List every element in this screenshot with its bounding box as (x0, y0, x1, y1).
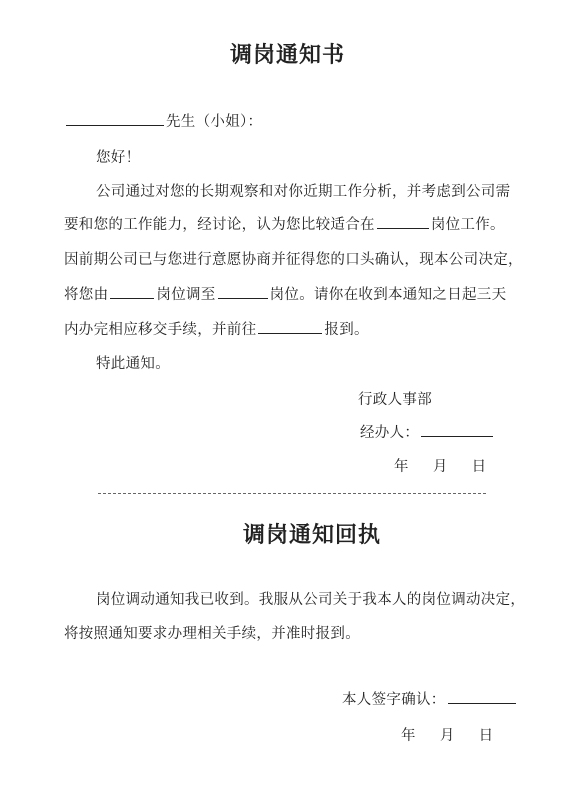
date-day: 日 (471, 459, 487, 475)
receipt-date (401, 724, 493, 745)
handler-line (360, 421, 495, 442)
text-segment: 岗位工作。 (430, 217, 505, 233)
name-blank (66, 124, 164, 126)
notice-paragraph-line-1: 公司通过对您的长期观察和对你近期工作分析，并考虑到公司需 (96, 184, 511, 200)
signature-blank (448, 702, 516, 704)
closing-text: 特此通知。 (96, 356, 170, 372)
text-segment: 岗位调至 (156, 287, 216, 303)
text-segment: 岗位。请你在收到本通知之日起三天 (269, 287, 507, 303)
salutation-line (64, 110, 262, 131)
signature-label: 本人签字确认： (342, 692, 446, 708)
receipt-title: 调岗通知回执 (243, 522, 382, 548)
date-day: 日 (478, 728, 494, 744)
cut-line-divider (98, 493, 486, 494)
notice-paragraph-line-4 (64, 283, 506, 304)
date-month: 月 (439, 728, 455, 744)
notice-paragraph-line-2 (64, 213, 505, 234)
date-year: 年 (401, 728, 416, 744)
receipt-line-2: 将按照通知要求办理相关手续，并准时报到。 (64, 626, 360, 642)
salutation-suffix: 先生（小姐）： (166, 114, 263, 130)
handler-label: 经办人： (360, 425, 420, 441)
signature-line (342, 688, 518, 709)
text-segment: 将您由 (64, 287, 109, 303)
text-segment: 内办完相应移交手续，并前往 (64, 322, 257, 338)
notice-title: 调岗通知书 (230, 42, 346, 68)
notice-paragraph-line-3: 因前期公司已与您进行意愿协商并征得您的口头确认，现本公司决定， (64, 252, 523, 268)
date-year: 年 (394, 459, 409, 475)
notice-date (394, 455, 486, 476)
notice-paragraph-line-5 (64, 318, 369, 339)
report-location-blank (258, 332, 322, 334)
date-month: 月 (432, 459, 448, 475)
receipt-line-1: 岗位调动通知我已收到。我服从公司关于我本人的岗位调动决定， (96, 592, 526, 608)
to-position-blank (218, 297, 268, 299)
from-position-blank (110, 297, 154, 299)
text-segment: 要和您的工作能力，经讨论，认为您比较适合在 (64, 217, 375, 233)
issuing-department: 行政人事部 (358, 392, 432, 408)
handler-blank (421, 435, 493, 437)
text-segment: 报到。 (324, 322, 369, 338)
greeting: 您好！ (96, 150, 141, 166)
position-blank (377, 227, 429, 229)
